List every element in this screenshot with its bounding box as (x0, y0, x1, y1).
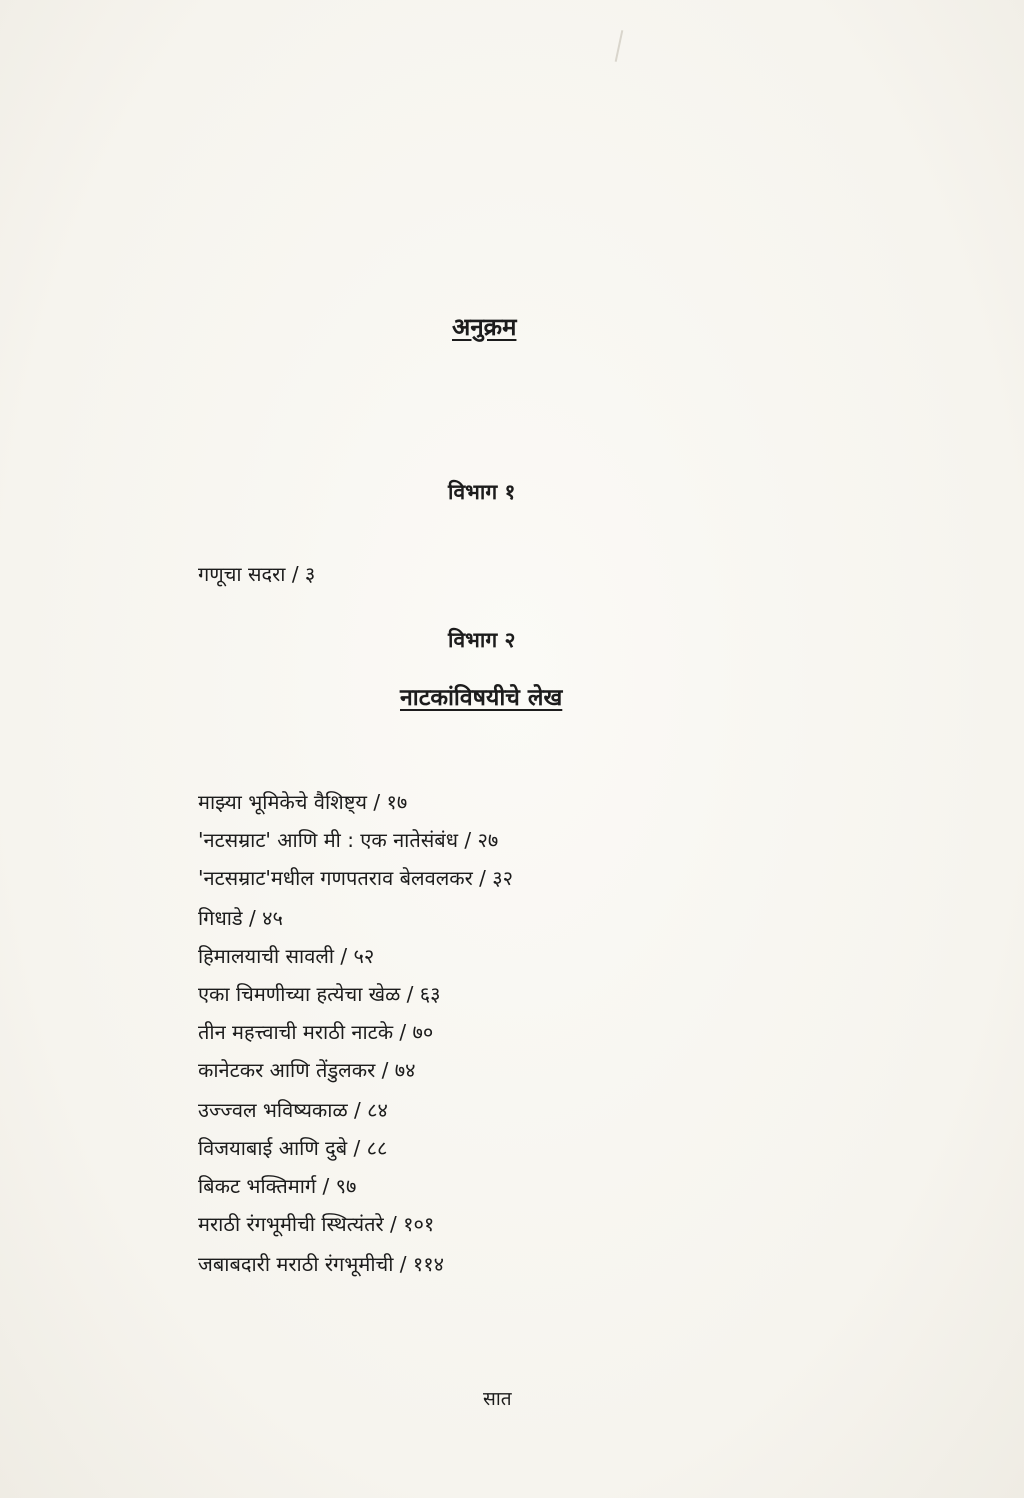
toc-entry: एका चिमणीच्या हत्येचा खेळ / ६३ (198, 982, 441, 1006)
section-2-subtitle: नाटकांविषयीचे लेख (400, 685, 563, 711)
toc-entry: उज्ज्वल भविष्यकाळ / ८४ (198, 1098, 388, 1122)
toc-entry: मराठी रंगभूमीची स्थित्यंतरे / १०१ (198, 1212, 435, 1236)
page-number: सात (483, 1388, 512, 1410)
toc-entry: विजयाबाई आणि दुबे / ८८ (198, 1136, 388, 1160)
toc-entry: तीन महत्त्वाची मराठी नाटके / ७० (198, 1020, 434, 1044)
toc-entry: माझ्या भूमिकेचे वैशिष्ट्य / १७ (198, 790, 408, 814)
toc-entry: गणूचा सदरा / ३ (198, 562, 316, 586)
section-2-heading: विभाग २ (448, 628, 516, 652)
toc-entry: जबाबदारी मराठी रंगभूमीची / ११४ (198, 1252, 445, 1276)
page-mark (615, 30, 624, 62)
contents-title: अनुक्रम (452, 313, 517, 341)
toc-entry: कानेटकर आणि तेंडुलकर / ७४ (198, 1058, 416, 1082)
toc-entry: हिमालयाची सावली / ५२ (198, 944, 375, 968)
toc-entry: गिधाडे / ४५ (198, 906, 283, 930)
toc-entry: 'नटसम्राट'मधील गणपतराव बेलवलकर / ३२ (198, 866, 514, 890)
toc-entry: 'नटसम्राट' आणि मी : एक नातेसंबंध / २७ (198, 828, 499, 852)
section-1-heading: विभाग १ (448, 480, 516, 504)
toc-entry: बिकट भक्तिमार्ग / ९७ (198, 1174, 357, 1198)
